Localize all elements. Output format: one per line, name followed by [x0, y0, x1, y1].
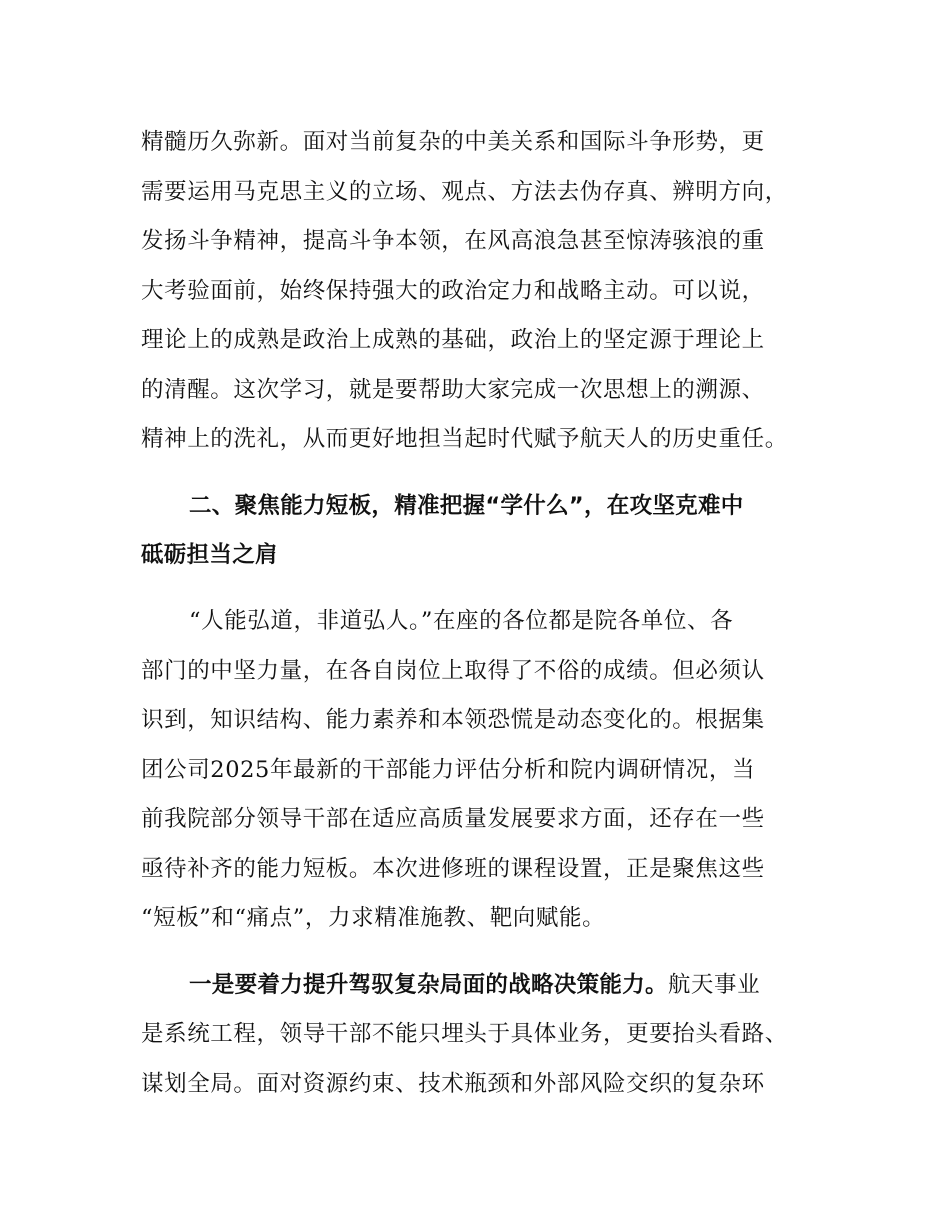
text-line: 发扬斗争精神，提高斗争本领，在风高浪急甚至惊涛骇浪的重 [141, 228, 765, 254]
text-line: 是系统工程，领导干部不能只埋头于具体业务，更要抬头看路、 [141, 1021, 788, 1047]
text-line: 需要运用马克思主义的立场、观点、方法去伪存真、辨明方向， [141, 179, 788, 205]
text-line: 前我院部分领导干部在适应高质量发展要求方面，还存在一些 [141, 806, 765, 832]
text-run: 航天事业 [667, 972, 761, 998]
text-line: 亟待补齐的能力短板。本次进修班的课程设置，正是聚焦这些 [141, 856, 765, 882]
emphasis-lead: 一是要着力提升驾驭复杂局面的战略决策能力。 [189, 972, 668, 998]
text-line: 精髓历久弥新。面对当前复杂的中美关系和国际斗争形势，更 [141, 129, 765, 155]
text-line: 团公司2025年最新的干部能力评估分析和院内调研情况，当 [141, 757, 756, 783]
heading-line: 砥砺担当之肩 [141, 542, 278, 568]
text-line: 部门的中坚力量，在各自岗位上取得了不俗的成绩。但必须认 [141, 658, 765, 684]
text-line: 大考验面前，始终保持强大的政治定力和战略主动。可以说， [141, 278, 765, 304]
text-line: 理论上的成熟是政治上成熟的基础，政治上的坚定源于理论上 [141, 327, 765, 353]
text-line: 的清醒。这次学习，就是要帮助大家完成一次思想上的溯源、 [141, 377, 765, 403]
text-line: “短板”和“痛点”，力求精准施教、靶向赋能。 [141, 905, 606, 931]
heading-line: 二、聚焦能力短板，精准把握“学什么”，在攻坚克难中 [189, 493, 744, 519]
text-line [189, 970, 760, 1000]
text-line: 识到，知识结构、能力素养和本领恐慌是动态变化的。根据集 [141, 707, 765, 733]
text-line: 谋划全局。面对资源约束、技术瓶颈和外部风险交织的复杂环 [141, 1071, 765, 1097]
text-line: “人能弘道，非道弘人。”在座的各位都是院各单位、各 [189, 608, 734, 634]
text-line: 精神上的洗礼，从而更好地担当起时代赋予航天人的历史重任。 [141, 426, 788, 452]
